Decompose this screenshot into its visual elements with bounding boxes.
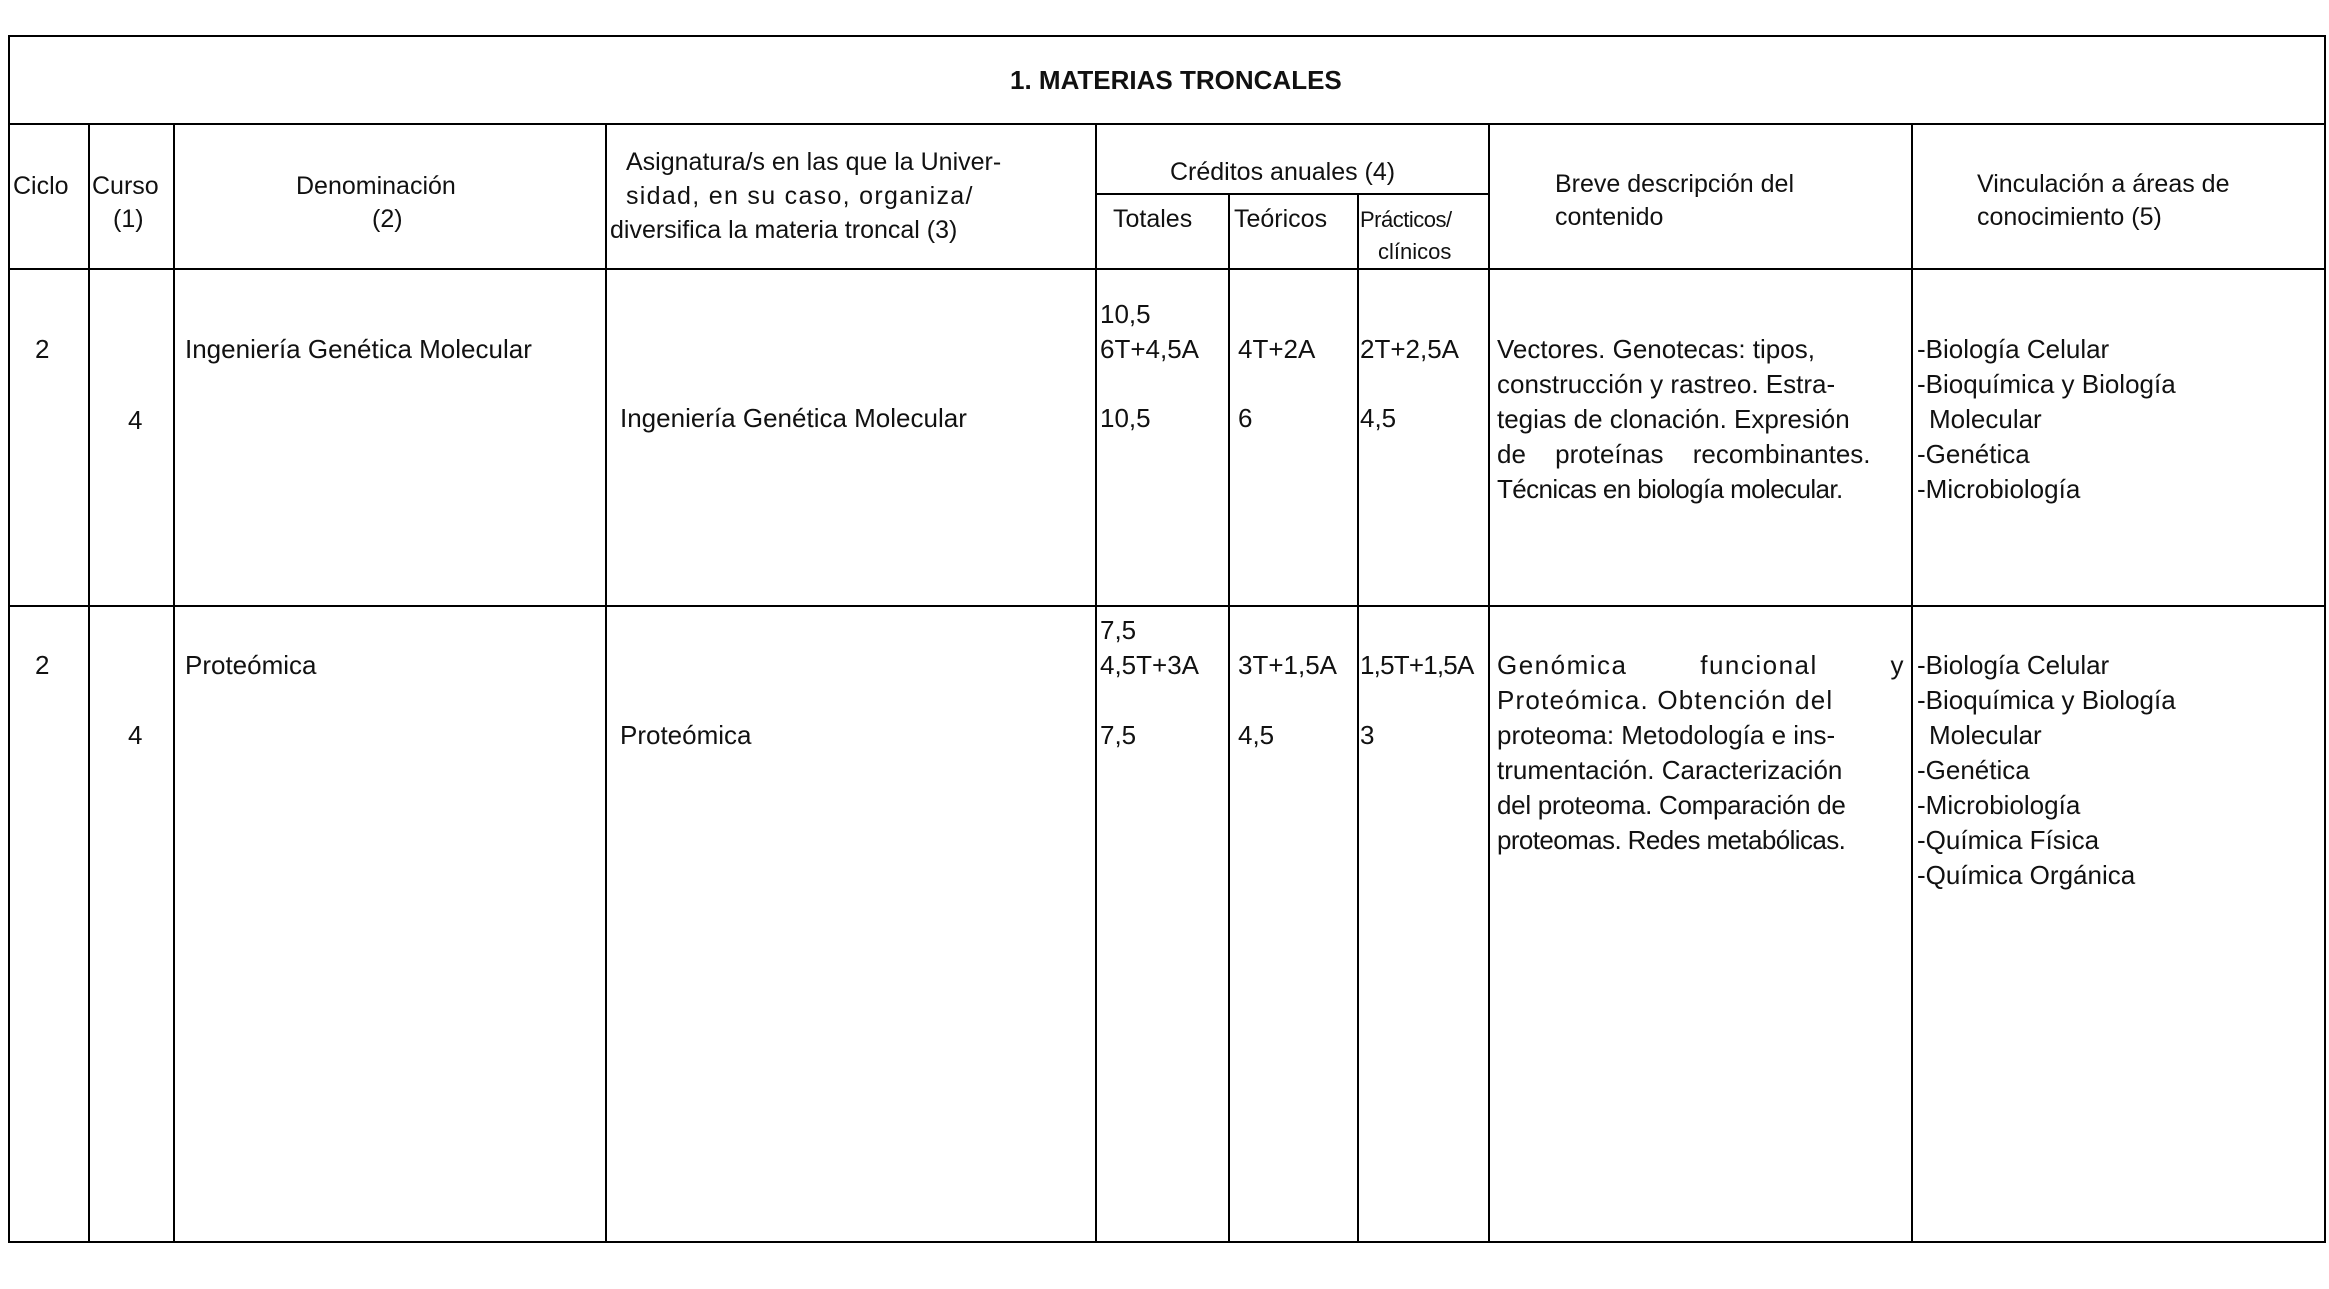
row1-descripcion-line: Vectores. Genotecas: tipos, [1497,334,1815,364]
row2-descripcion-line: Proteómica. Obtención del [1497,685,1834,715]
row1-teoricos-asignatura: 6 [1238,403,1253,433]
row2-practicos-split: 1,5T+1,5A [1360,650,1474,680]
col-divider-totales [1228,193,1230,1243]
creditos-subheader-divider [1095,193,1488,195]
row1-practicos-asignatura: 4,5 [1360,403,1397,433]
area-item: -Microbiología [1917,790,2081,820]
header-vinculacion-line2: conocimiento (5) [1977,203,2162,231]
row1-totales-asignatura: 10,5 [1100,403,1151,433]
header-practicos: Prácticos/ [1360,207,1452,232]
title-divider [8,123,2326,125]
header-asignatura-line1: Asignatura/s en las que la Univer- [626,148,1002,176]
row2-practicos-asignatura: 3 [1360,720,1375,750]
header-asignatura-line3: diversifica la materia troncal (3) [610,216,958,244]
row1-asignatura: Ingeniería Genética Molecular [620,403,967,433]
row2-descripcion-line: Genómica funcional y [1497,650,1906,680]
row1-descripcion-line: Técnicas en biología molecular. [1497,474,1843,504]
row2-descripcion-line: del proteoma. Comparación de [1497,790,1846,820]
row1-descripcion-line: construcción y rastreo. Estra- [1497,369,1836,399]
area-item: -Bioquímica y Biología [1917,369,2176,399]
row2-ciclo: 2 [35,650,50,680]
col-divider-creditos [1488,123,1490,1243]
row2-denominacion: Proteómica [185,650,317,680]
row2-curso: 4 [128,720,143,750]
area-item: -Microbiología [1917,474,2081,504]
col-divider-curso [173,123,175,1243]
row2-descripcion-line: proteoma: Metodología e ins- [1497,720,1836,750]
header-denominacion-note: (2) [372,205,403,233]
row2-descripcion-line: proteomas. Redes metabólicas. [1497,825,1846,855]
row2-teoricos-split: 3T+1,5A [1238,650,1338,680]
row1-ciclo: 2 [35,334,50,364]
area-item: Molecular [1929,720,2042,750]
header-clinicos: clínicos [1378,239,1452,264]
header-vinculacion-line1: Vinculación a áreas de [1977,170,2230,198]
col-divider-descripcion [1911,123,1913,1243]
row2-totales-asignatura: 7,5 [1100,720,1137,750]
area-item: -Bioquímica y Biología [1917,685,2176,715]
area-item: Molecular [1929,404,2042,434]
row2-asignatura: Proteómica [620,720,752,750]
row2-totales-split: 4,5T+3A [1100,650,1200,680]
area-item: -Genética [1917,439,2030,469]
header-asignatura-line2: sidad, en su caso, organiza/ [626,182,974,210]
col-divider-ciclo [88,123,90,1243]
table-title: 1. MATERIAS TRONCALES [1010,65,1342,95]
row1-curso: 4 [128,405,143,435]
header-breve-descripcion-line1: Breve descripción del [1555,170,1795,198]
row1-descripcion [1497,332,1907,507]
header-denominacion: Denominación [296,172,456,200]
row1-descripcion-line: tegias de clonación. Expresión [1497,404,1850,434]
area-item: -Genética [1917,755,2030,785]
header-ciclo: Ciclo [13,172,69,200]
row1-descripcion-line: de proteínas recombinantes. [1497,439,1871,469]
header-creditos-anuales: Créditos anuales (4) [1170,158,1396,186]
header-teoricos: Teóricos [1234,205,1328,233]
col-divider-teoricos [1357,193,1359,1243]
row1-totales-split: 6T+4,5A [1100,334,1200,364]
header-curso: Curso [92,172,159,200]
header-breve-descripcion-line2: contenido [1555,203,1664,231]
row2-totales-total: 7,5 [1100,615,1137,645]
row1-areas-list [1917,332,2176,507]
row1-denominacion: Ingeniería Genética Molecular [185,334,532,364]
area-item: -Biología Celular [1917,334,2110,364]
col-divider-asignatura [1095,123,1097,1243]
header-curso-note: (1) [113,205,144,233]
area-item: -Biología Celular [1917,650,2110,680]
row2-areas-list [1917,648,2176,893]
area-item: -Química Física [1917,825,2100,855]
row2-descripcion [1497,648,1907,858]
row2-descripcion-line: trumentación. Caracterización [1497,755,1843,785]
row1-practicos-split: 2T+2,5A [1360,334,1460,364]
col-divider-denominacion [605,123,607,1243]
header-totales: Totales [1113,205,1193,233]
row1-totales-total: 10,5 [1100,299,1151,329]
row2-teoricos-asignatura: 4,5 [1238,720,1275,750]
header-divider [8,268,2326,270]
row1-teoricos-split: 4T+2A [1238,334,1316,364]
row-divider [8,605,2326,607]
area-item: -Química Orgánica [1917,860,2136,890]
